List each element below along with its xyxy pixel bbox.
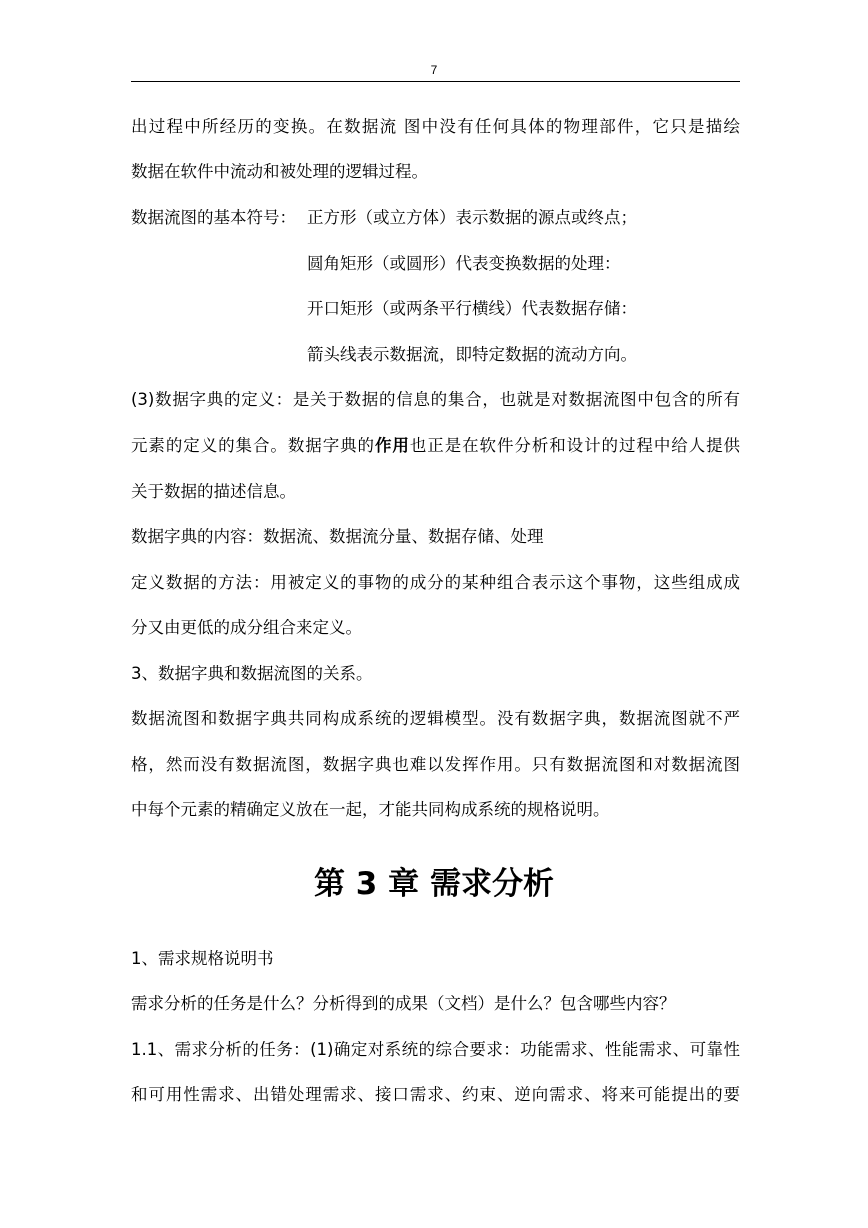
text-line: 和可用性需求、出错处理需求、接口需求、约束、逆向需求、将来可能提出的要 bbox=[131, 1085, 740, 1104]
header-rule bbox=[131, 81, 740, 82]
text-line bbox=[131, 436, 740, 456]
text-line: 需求分析的任务是什么？分析得到的成果（文档）是什么？包含哪些内容？ bbox=[131, 994, 676, 1013]
section-heading: 3、数据字典和数据流图的关系。 bbox=[131, 664, 373, 683]
text-line: (3)数据字典的定义：是关于数据的信息的集合，也就是对数据流图中包含的所有 bbox=[131, 390, 740, 409]
section-heading: 1、需求规格说明书 bbox=[131, 949, 274, 968]
page-number: 7 bbox=[430, 63, 438, 77]
text-line: 格，然而没有数据流图，数据字典也难以发挥作用。只有数据流图和对数据流图 bbox=[131, 755, 740, 774]
text-line: 分又由更低的成分组合来定义。 bbox=[131, 618, 362, 637]
symbol-item: 圆角矩形（或圆形）代表变换数据的处理： bbox=[307, 254, 621, 273]
text-span: 也正是在软件分析和设计的过程中给人提供 bbox=[409, 436, 741, 455]
text-line: 数据流图和数据字典共同构成系统的逻辑模型。没有数据字典，数据流图就不严 bbox=[131, 709, 740, 728]
symbol-item: 正方形（或立方体）表示数据的源点或终点； bbox=[307, 208, 637, 227]
text-line: 关于数据的描述信息。 bbox=[131, 482, 296, 501]
text-line: 出过程中所经历的变换。在数据流 图中没有任何具体的物理部件，它只是描绘 bbox=[131, 117, 740, 136]
text-line: 1.1、需求分析的任务：(1)确定对系统的综合要求：功能需求、性能需求、可靠性 bbox=[131, 1040, 740, 1059]
text-line: 中每个元素的精确定义放在一起，才能共同构成系统的规格说明。 bbox=[131, 800, 610, 819]
text-line: 数据在软件中流动和被处理的逻辑过程。 bbox=[131, 162, 428, 181]
text-span: 元素的定义的集合。数据字典的 bbox=[131, 436, 375, 455]
text-line: 数据字典的内容：数据流、数据流分量、数据存储、处理 bbox=[131, 527, 544, 546]
symbols-label: 数据流图的基本符号： bbox=[131, 208, 296, 227]
chapter-title: 第 3 章 需求分析 bbox=[314, 866, 554, 902]
bold-term: 作用 bbox=[374, 436, 410, 455]
text-line: 定义数据的方法：用被定义的事物的成分的某种组合表示这个事物，这些组成成 bbox=[131, 573, 740, 592]
symbol-item: 开口矩形（或两条平行横线）代表数据存储： bbox=[307, 299, 637, 318]
symbol-item: 箭头线表示数据流，即特定数据的流动方向。 bbox=[307, 345, 637, 364]
